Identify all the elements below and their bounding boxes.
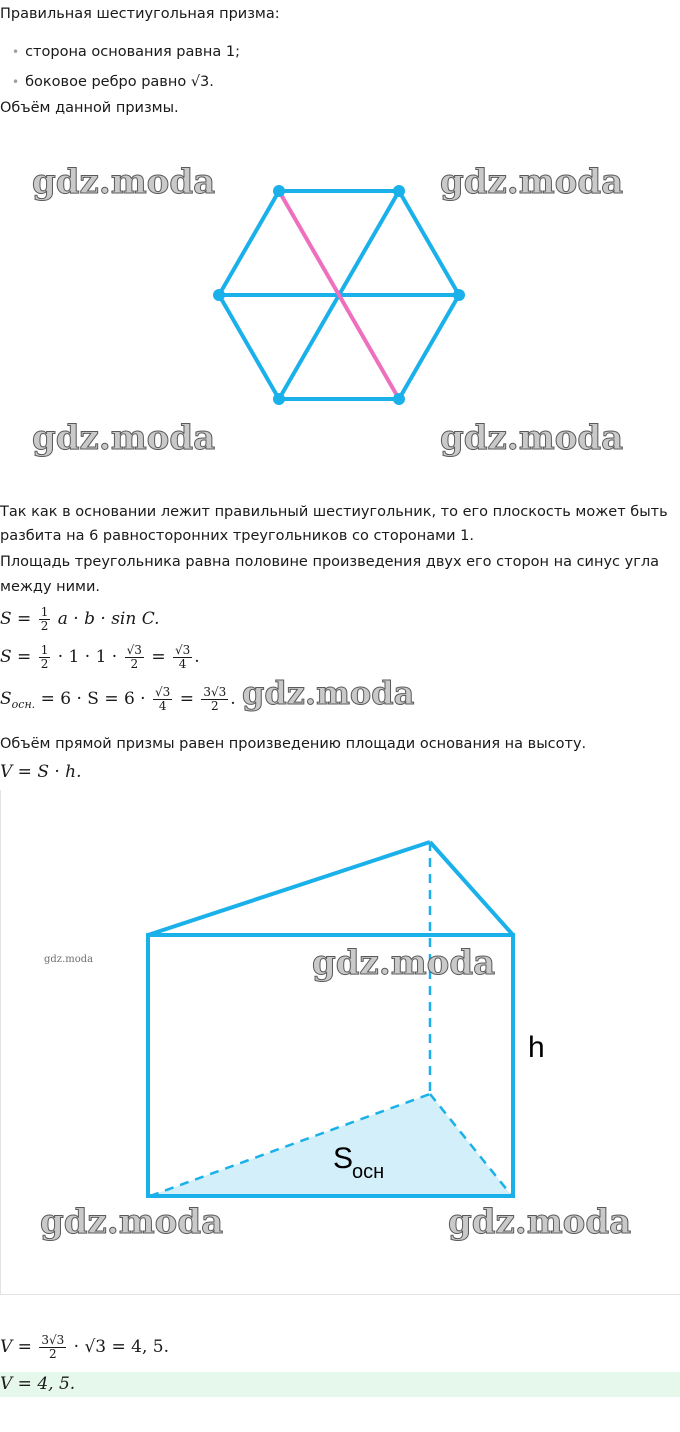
solution-text: Так как в основании лежит правильный шестиугольник, то его плоскость может быть xyxy=(0,504,668,520)
formula-base-area: $S_{осн.} = 6 \cdot S = 6$ · $\frac{√3}{4}$ = $\frac{3√3}{2}$ . xyxy=(0,685,236,713)
height-label: h xyxy=(528,1031,545,1064)
watermark: gdz.moda xyxy=(40,1202,224,1242)
list-item xyxy=(12,41,240,63)
fraction: $\frac{3√3}{2}$ xyxy=(203,685,227,713)
prism-figure xyxy=(0,790,680,1295)
watermark: gdz.moda xyxy=(242,674,415,712)
vertex-point xyxy=(453,289,465,301)
answer-highlight xyxy=(0,1372,680,1397)
fraction: $\frac{1}{2}$ xyxy=(40,605,49,633)
solution-text: Объём прямой призмы равен произведению площади основания на высоту. xyxy=(0,736,587,752)
watermark: gdz.moda xyxy=(312,943,496,983)
watermark: gdz.moda xyxy=(440,162,624,202)
formula-final: V = $\frac{3√3}{2}$ · √3 = 4, 5. xyxy=(0,1333,170,1361)
base-area-fill xyxy=(150,1094,512,1196)
solution-text: разбита на 6 равносторонних треугольников со сторонами 1. xyxy=(0,528,474,544)
fraction: $\frac{√3}{4}$ xyxy=(174,643,191,671)
list-item-text: сторона основания равна 1; xyxy=(25,44,241,60)
fraction: $\frac{3√3}{2}$ xyxy=(41,1333,65,1361)
watermark: gdz.moda xyxy=(440,418,624,458)
vertex-point xyxy=(393,185,405,197)
watermark-inline xyxy=(240,672,440,714)
vertex-point xyxy=(213,289,225,301)
answer: V = 4, 5. xyxy=(0,1374,76,1394)
fraction: $\frac{√3}{2}$ xyxy=(126,643,142,671)
problem-question: Объём данной призмы. xyxy=(0,100,179,116)
base-label: S xyxy=(333,1142,354,1175)
problem-title: Правильная шестиугольная призма: xyxy=(0,6,280,22)
formula-triangle-area: S = $\frac{1}{2}$ · 1 · 1 · $\frac{√3}{2}$ = $\frac{√3}{4}$ . xyxy=(0,643,200,671)
prism-edge xyxy=(430,842,513,935)
hexagon-figure xyxy=(0,130,680,470)
list-item-text: боковое ребро равно √3. xyxy=(25,74,214,90)
list-item xyxy=(12,71,214,93)
solution-text: Площадь треугольника равна половине произведения двух его сторон на синус угла xyxy=(0,554,659,570)
vertex-point xyxy=(393,393,405,405)
bullet-icon: • xyxy=(12,45,20,59)
formula-volume: V = S · h. xyxy=(0,762,82,782)
fraction: $\frac{√3}{4}$ xyxy=(155,685,171,713)
formula-area: S = $\frac{1}{2}$ a · b · sin C. xyxy=(0,605,160,633)
watermark: gdz.moda xyxy=(32,418,216,458)
base-label-subscript: осн xyxy=(352,1161,385,1183)
vertex-point xyxy=(273,393,285,405)
watermark-small: gdz.moda xyxy=(44,954,94,965)
bullet-icon: • xyxy=(12,75,20,89)
vertex-point xyxy=(273,185,285,197)
prism-edge xyxy=(148,842,430,935)
watermark: gdz.moda xyxy=(32,162,216,202)
solution-text: между ними. xyxy=(0,579,101,595)
fraction: $\frac{1}{2}$ xyxy=(40,643,49,671)
watermark: gdz.moda xyxy=(448,1202,632,1242)
